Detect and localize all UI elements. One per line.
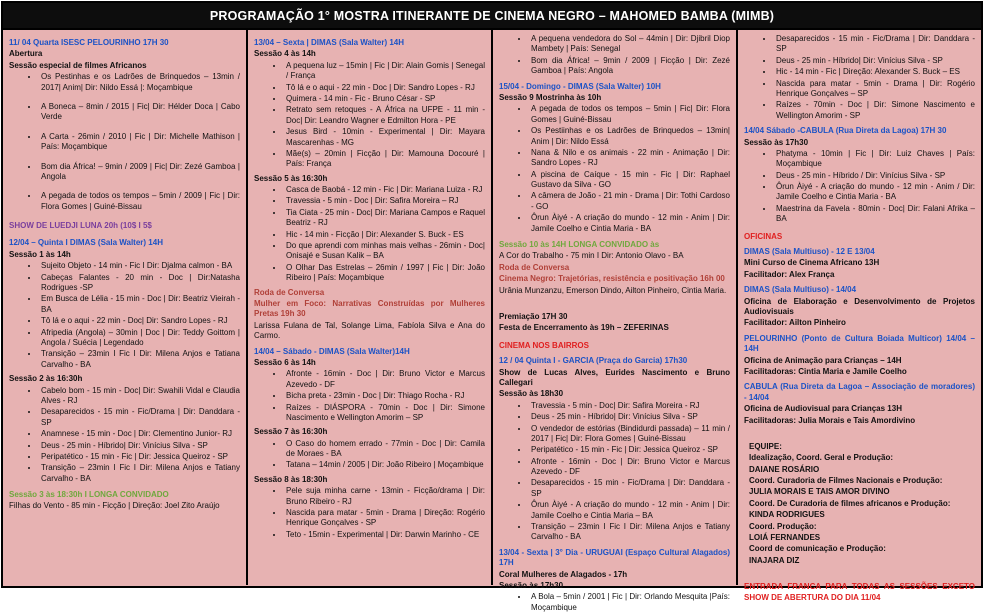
roda-de-conversa-heading: Mulher em Foco: Narrativas Construídas por Mulheres Pretas 19h 30 — [254, 298, 485, 319]
film-item: • Deus - 25 min - Híbrido / Dir: Vinícius Silva - SP — [774, 171, 975, 181]
schedule-column-1 — [3, 30, 248, 585]
film-item: • Afripedia (Angola) – 30min | Doc | Dir: Teddy Goittom | Angola / Suécia | Legendado — [39, 328, 240, 349]
film-list — [254, 185, 485, 284]
film-item: • Sujeito Objeto - 14 min - Fic I Dir: Djalma calmon - BA — [39, 261, 240, 271]
film-item: • Tatana – 14min / 2005 | Dir: João Ribeiro | Moçambique — [284, 460, 485, 470]
film-item: • Bom dia África! – 9min / 2009 | Ficção | Dir: Zezé Gamboa | País: Angola — [529, 56, 730, 77]
film-item: • Cabeças Falantes - 20 min - Doc | Dir:Natasha Rodrigues -SP — [39, 273, 240, 294]
film-item: • Travessia - 5 min - Doc | Dir: Safira Moreira – RJ — [284, 196, 485, 206]
film-list — [744, 34, 975, 121]
program-sheet — [1, 1, 983, 612]
session-subheading: Oficina de Animação para Crianças – 14H — [744, 355, 902, 365]
session-subheading: KINDA RODRIGUES — [749, 510, 825, 520]
schedule-column-3 — [493, 30, 738, 612]
session-subheading: Oficina de Audiovisual para Crianças 13H — [744, 404, 902, 414]
session-heading: DIMAS (Sala Multiuso) - 14/04 — [744, 285, 857, 295]
longa-convidado-heading: Sessão 3 às 18:30h I LONGA CONVIDADO — [9, 490, 169, 500]
film-item: • Peripatético - 15 min - Fic | Dir: Jessica Queiroz - SP — [529, 445, 730, 455]
session-subheading: Abertura — [9, 49, 43, 59]
session-subheading: Sessão às 17h30 — [499, 580, 564, 590]
film-list — [254, 486, 485, 540]
session-subheading: Sessão 5 às 16:30h — [254, 173, 328, 183]
film-list — [499, 104, 730, 234]
film-item: • Afronte - 16min - Doc | Dir: Bruno Victor e Marcus Azevedo - DF — [284, 369, 485, 390]
film-item: • Tô lá e o aqui - 22 min - Doc| Dir: Sandro Lopes - RJ — [39, 316, 240, 326]
film-item: • A pegada de todos os tempos – 5min / 2009 | Fic | Dir: Flora Gomes | Guiné-Bissau — [39, 191, 240, 212]
film-list — [254, 61, 485, 170]
highlight-red-text: ENTRADA FRANCA PARA TODAS AS SESSÕES EXCETO SHOW DE ABERTURA DO DIA 11/04 — [744, 582, 975, 602]
film-item: • Raízes - 70min - Doc | Dir: Simone Nascimento e Wellington Amorim - SP — [774, 100, 975, 121]
film-item: • Transição – 23min I Fic I Dir: Milena Anjos e Tatiany Carvalho - BA — [39, 463, 240, 484]
session-heading: CABULA (Rua Direta da Lagoa – Associação de moradores) - 14/04 — [744, 382, 975, 402]
session-heading: PELOURINHO (Ponto de Cultura Boiada Multicor) 14/04 – 14H — [744, 333, 975, 354]
session-subheading: Sessão 4 às 14h — [254, 49, 316, 59]
film-list — [499, 592, 730, 613]
film-list — [9, 72, 240, 212]
roda-de-conversa-heading: Cinema Negro: Trajetórias, resistência e positivação 16h 00 — [499, 274, 725, 284]
text-line: Larissa Fulana de Tal, Solange Lima, Fabíola Silva e Ana do Carmo. — [254, 320, 485, 341]
film-item: • Bicha preta - 23min - Doc | Dir: Thiago Rocha - RJ — [284, 391, 485, 401]
film-item: • Tia Ciata - 25 min - Doc| Dir: Mariana Campos e Raquel Beatriz - RJ — [284, 208, 485, 229]
film-item: • Ôrun Àiyé - A criação do mundo - 12 min - Anim | Dir: Jamile Coelho e Cintia Maria - BA — [529, 213, 730, 234]
film-item: • Ôrun Àiyé - A criação do mundo - 12 min - Anim | Dir: Jamile Coelho e Cintia Maria – BA — [529, 500, 730, 521]
film-item: • Tô lá e o aqui - 22 min - Doc | Dir: Sandro Lopes - RJ — [284, 83, 485, 93]
film-item: • Nascida para matar - 5min - Drama | Direção: Rogério Henrique Gonçalves - SP — [284, 508, 485, 529]
film-item: • Retrato sem retoques - A África na UFPE - 11 min - Doc| Dir: Leandro Wagner e Edmilton Hora - PE — [284, 105, 485, 126]
session-subheading: Festa de Encerramento às 19h – ZEFERINAS — [499, 323, 669, 333]
session-subheading: Coord. De Curadoria de filmes africanos e Produção: — [749, 498, 951, 508]
title-bar — [3, 3, 981, 30]
film-item: • Mãe(s) – 20min | Ficção | Dir: Mamouna Docouré | País: França — [284, 149, 485, 170]
session-subheading: Coord. Curadoria de Filmes Nacionais e Produção: — [749, 476, 943, 486]
film-item: • O Caso do homem errado - 77min - Doc | Dir: Camila de Moraes - BA — [284, 439, 485, 460]
film-item: • A piscina de Caíque - 15 min - Fic | Dir: Raphael Gustavo da Silva - GO — [529, 170, 730, 191]
session-subheading: Sessão 6 às 14h — [254, 357, 316, 367]
film-item: • Raízes - DIÁSPORA - 70min - Doc | Dir: Simone Nascimento e Wellington Amorim – SP — [284, 403, 485, 424]
film-item: • Deus - 25 min - Híbrido| Dir: Vinícius Silva - SP — [529, 412, 730, 422]
film-item: • Em Busca de Lélia - 15 min - Doc | Dir: Beatriz Vieirah - BA — [39, 294, 240, 315]
film-item: • Afronte - 16min - Doc | Dir: Bruno Victor e Marcus Azevedo - DF — [529, 457, 730, 478]
text-line: Urânia Munzanzu, Emerson Dindo, Ailton Pinheiro, Cintia Maria. — [499, 285, 727, 295]
film-item: • Cabelo bom - 15 min - Doc| Dir: Swahili Vidal e Claudia Alves - RJ — [39, 386, 240, 407]
film-item: • Anamnese - 15 min - Doc | Dir: Clementino Junior- RJ — [39, 429, 240, 439]
session-subheading: Sessão 9 Mostrinha às 10h — [499, 92, 602, 102]
session-heading: 12/04 – Quinta I DIMAS (Sala Walter) 14H — [9, 238, 163, 248]
session-subheading: JULIA MORAIS E TAIS AMOR DIVINO — [749, 487, 890, 497]
session-subheading: Sessão especial de filmes Africanos — [9, 60, 147, 70]
session-subheading: Coord. Produção: — [749, 521, 817, 531]
film-list — [499, 34, 730, 77]
schedule-column-2 — [248, 30, 493, 585]
film-item: • Hic - 14 min - Fic | Direção: Alexander S. Buck – ES — [774, 67, 975, 77]
session-subheading: Oficina de Elaboração e Desenvolvimento de Projetos Audiovisuais — [744, 296, 975, 316]
film-item: • Jesus Bird - 10min - Experimental | Dir: Mayara Mascarenhas - MG — [284, 127, 485, 148]
film-item: • A Carta - 26min / 2010 | Fic | Dir: Michelle Mathison | País: Moçambique — [39, 132, 240, 153]
film-item: • Desaparecidos - 15 min - Fic/Drama | Dir: Danddara - SP — [529, 478, 730, 499]
text-line: A Cor do Trabalho - 75 min I Dir: Antonio Olavo - BA — [499, 251, 684, 261]
film-item: • Desaparecidos - 15 min - Fic/Drama | Dir: Danddara - SP — [774, 34, 975, 55]
session-subheading: Sessão 1 às 14h — [9, 249, 71, 259]
film-item: • A pequena vendedora do Sol – 44min | Dir: Djibril Diop Mambety | País: Senegal — [529, 34, 730, 55]
film-item: • Quimera - 14 min - Fic - Bruno César - SP — [284, 94, 485, 104]
session-subheading: Sessão às 18h30 — [499, 389, 564, 399]
longa-convidado-heading: Sessão 10 às 14H LONGA CONVIDADO às — [499, 240, 660, 250]
session-subheading: Coord de comunicação e Produção: — [749, 544, 886, 554]
session-subheading: INAJARA DIZ — [749, 555, 800, 565]
film-item: • Teto - 15min - Experimental | Dir: Darwin Marinho - CE — [284, 530, 485, 540]
session-subheading: Coral Mulheres de Alagados - 17h — [499, 569, 628, 579]
session-subheading: Sessão 7 às 16:30h — [254, 427, 328, 437]
session-subheading: DAIANE ROSÁRIO — [749, 464, 820, 474]
show-announcement: SHOW DE LUEDJI LUNA 20h (10$ I 5$ — [9, 221, 152, 231]
film-item: • A Boneca – 8min / 2015 | Fic| Dir: Hélder Doca | Cabo Verde — [39, 102, 240, 123]
session-heading: 13/04 – Sexta | DIMAS (Sala Walter) 14H — [254, 38, 405, 47]
roda-de-conversa-heading: Roda de Conversa — [499, 262, 570, 272]
session-heading: 12 / 04 Quinta I - GARCIA (Praça do Garcia) 17h30 — [499, 356, 688, 366]
session-subheading: Sessão 2 às 16:30h — [9, 374, 83, 384]
film-item: • Transição – 23min I Fic I Dir: Milena Anjos e Tatiany Carvalho - BA — [529, 522, 730, 543]
film-list — [9, 261, 240, 370]
session-heading: 15/04 - Domingo - DIMAS (Sala Walter) 10H — [499, 81, 661, 91]
session-subheading: LOIÁ FERNANDES — [749, 533, 821, 543]
film-item: • Bom dia África! – 9min / 2009 | Fic| Dir: Zezé Gamboa | Angola — [39, 162, 240, 183]
film-list — [9, 386, 240, 485]
session-subheading: Premiação 17H 30 — [499, 311, 568, 321]
session-subheading: Facilitadoras: Julia Morais e Tais Amordivino — [744, 415, 916, 425]
session-subheading: EQUIPE: — [749, 441, 782, 451]
film-list — [254, 439, 485, 471]
film-item: • Deus - 25 min - Híbrido| Dir: Vinícius Silva - SP — [39, 441, 240, 451]
highlight-red-text: OFICINAS — [744, 231, 783, 241]
film-item: • Desaparecidos - 15 min - Fic/Drama | Dir: Danddara - SP — [39, 407, 240, 428]
session-subheading: Facilitadoras: Cintia Maria e Jamile Coelho — [744, 366, 907, 376]
film-item: • Pele suja minha carne - 13min - Ficção/drama | Dir: Bruno Ribeiro - RJ — [284, 486, 485, 507]
film-list — [254, 369, 485, 423]
film-item: • Hic - 14 min - Ficção | Dir: Alexander S. Buck - ES — [284, 230, 485, 240]
session-heading: 14/04 – Sábado - DIMAS (Sala Walter)14H — [254, 346, 410, 356]
film-item: • Phatyma - 10min | Fic | Dir: Luiz Chaves | País: Moçambique — [774, 149, 975, 170]
session-subheading: Sessão às 17h30 — [744, 137, 809, 147]
session-heading: 13/04 - Sexta | 3° Dia - URUGUAI (Espaço Cultural Alagados) 17H — [499, 547, 730, 568]
film-item: • Travessia - 5 min - Doc| Dir: Safira Moreira - RJ — [529, 401, 730, 411]
session-subheading: Facilitador: Alex França — [744, 269, 835, 279]
schedule-column-4 — [738, 30, 981, 602]
film-item: • Nana & Nilo e os animais - 22 min - Animação | Dir: Sandro Lopes - RJ — [529, 148, 730, 169]
film-item: • A pequena luz – 15min | Fic | Dir: Alain Gomis | Senegal / França — [284, 61, 485, 82]
session-subheading: Sessão 8 às 18:30h — [254, 474, 328, 484]
film-item: • A Bola – 5min / 2001 | Fic | Dir: Orlando Mesquita |País: Moçambique — [529, 592, 730, 613]
film-list — [744, 149, 975, 225]
session-heading: 14/04 Sábado -CABULA (Rua Direta da Lagoa) 17H 30 — [744, 126, 947, 136]
film-item: • O Olhar Das Estrelas – 26min / 1997 | Fic | Dir: João Ribeiro | País: Moçambique — [284, 263, 485, 284]
session-heading: DIMAS (Sala Multiuso) - 12 E 13/04 — [744, 247, 875, 257]
film-list — [499, 401, 730, 543]
film-item: • Os Pestiinhas e os Ladrões de Brinquedos – 13min| Anim | Dir: Nildo Essá — [529, 126, 730, 147]
film-item: • Peripatético - 15 min - Fic | Dir: Jessica Queiroz - SP — [39, 452, 240, 462]
film-item: • Maestrina da Favela - 80min - Doc| Dir: Falani Afrika – BA — [774, 204, 975, 225]
session-subheading: Show de Lucas Alves, Eurides Nascimento e Bruno Callegari — [499, 367, 730, 387]
highlight-red-text: CINEMA NOS BAIRROS — [499, 340, 589, 350]
session-subheading: Mini Curso de Cinema Africano 13H — [744, 258, 880, 268]
session-subheading: Idealização, Coord. Geral e Produção: — [749, 453, 894, 463]
schedule-table — [3, 30, 981, 612]
film-item: • O vendedor de estórias (Bindidurdi passada) – 11 min / 2017 | Fic| Dir: Flora Gomes | Guiné-Bissau — [529, 424, 730, 445]
film-item: • Do que aprendi com minhas mais velhas - 26min - Doc| Onisajé e Susan Kalik – BA — [284, 241, 485, 262]
film-item: • Os Pestinhas e os Ladrões de Brinquedos – 13min / 2017| Anim| Dir: Nildo Essá |: Moçambique — [39, 72, 240, 93]
film-item: • Casca de Baobá - 12 min - Fic | Dir: Mariana Luiza - RJ — [284, 185, 485, 195]
film-item: • A pegada de todos os tempos – 5min | Fic| Dir: Flora Gomes | Guiné-Bissau — [529, 104, 730, 125]
film-item: • Nascida para matar - 5min - Drama | Dir: Rogério Henrique Gonçalves – SP — [774, 79, 975, 100]
roda-de-conversa-heading: Roda de Conversa — [254, 287, 325, 297]
text-line: Filhas do Vento - 85 min - Ficção | Direção: Joel Zito Araújo — [9, 501, 220, 511]
film-item: • Deus - 25 min - Híbrido| Dir: Vinícius Silva - SP — [774, 56, 975, 66]
session-heading: 11/ 04 Quarta ISESC PELOURINHO 17H 30 — [9, 38, 169, 47]
film-item: • Transição – 23min I Fic I Dir: Milena Anjos e Tatiana Carvalho - BA — [39, 349, 240, 370]
film-item: • A câmera de João - 21 min - Drama | Dir: Tothi Cardoso - GO — [529, 191, 730, 212]
film-item: • Ôrun Àiyé - A criação do mundo - 12 min - Anim / Dir: Jamile Coelho e Cintia Maria - BA — [774, 182, 975, 203]
document-title: PROGRAMAÇÃO 1° MOSTRA ITINERANTE DE CINEMA NEGRO – MAHOMED BAMBA (MIMB) — [209, 9, 775, 23]
session-subheading: Facilitador: Ailton Pinheiro — [744, 318, 846, 328]
